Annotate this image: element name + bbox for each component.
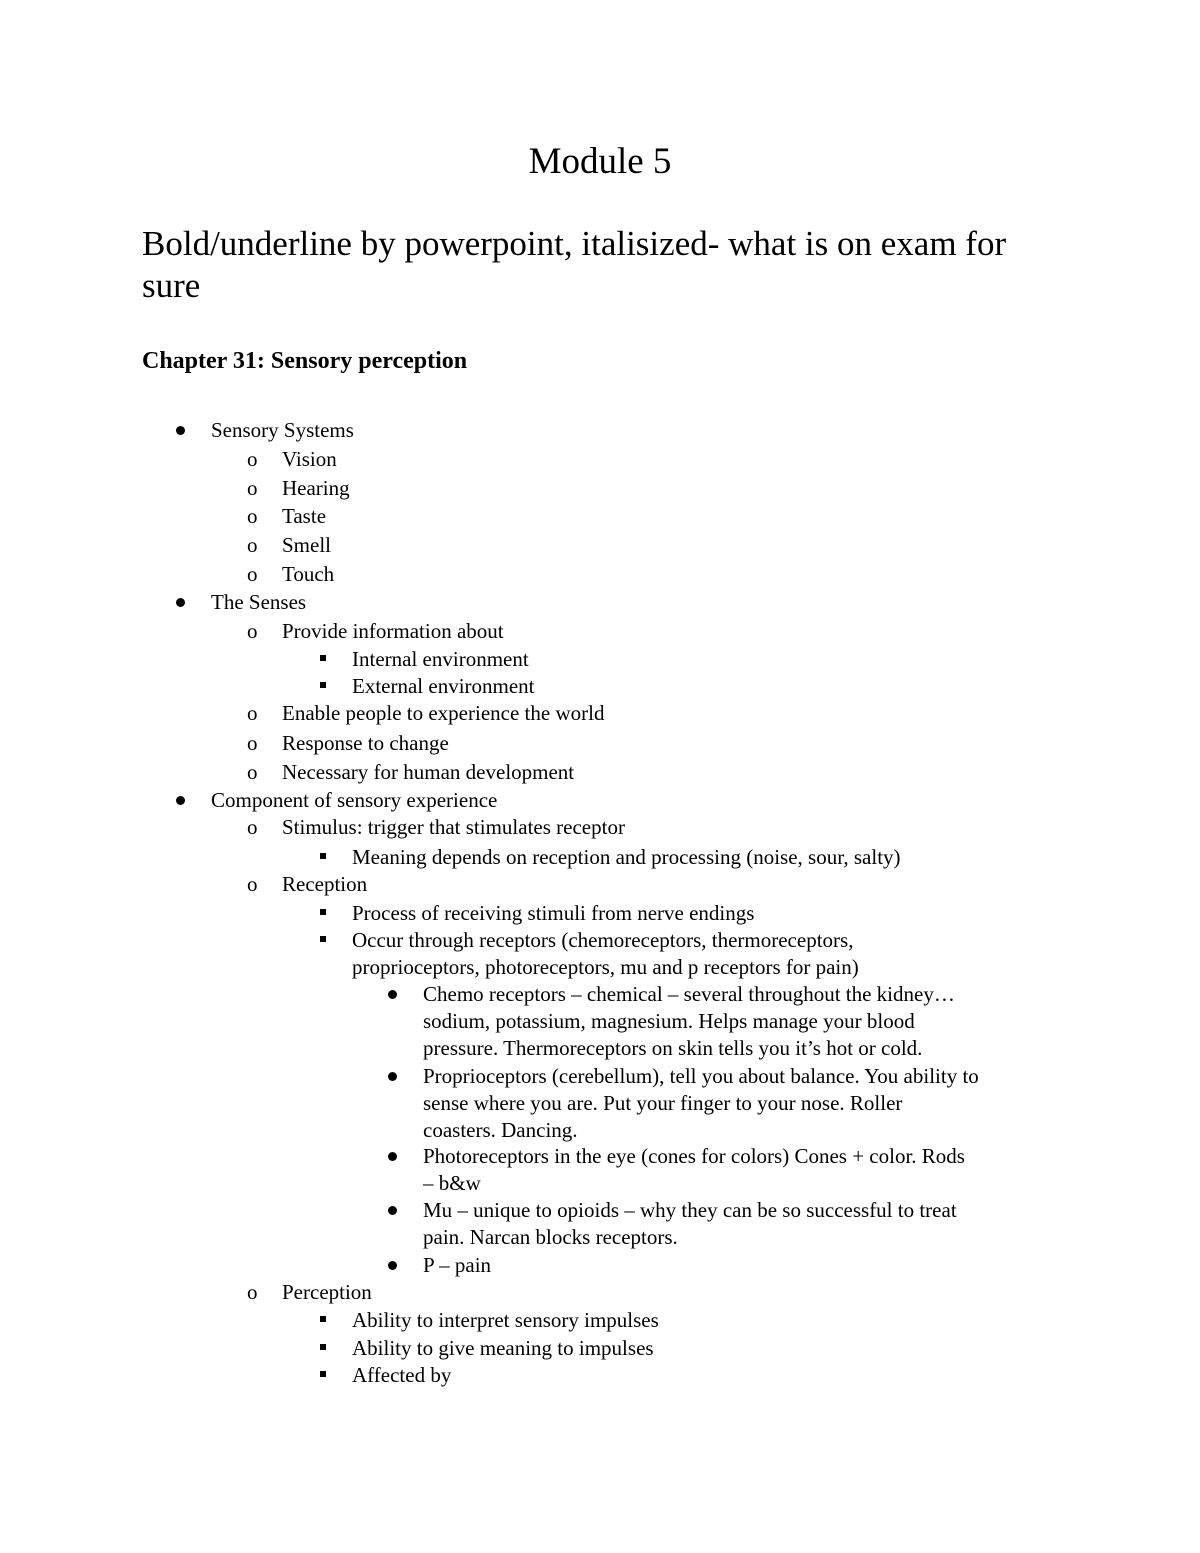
chapter-heading: Chapter 31: Sensory perception bbox=[142, 348, 468, 374]
list-item-text: sense where you are. Put your finger to your nose. Roller bbox=[423, 1091, 903, 1115]
list-item-text: Photoreceptors in the eye (cones for colors) Cones + color. Rods bbox=[423, 1144, 965, 1168]
bullet-square-icon bbox=[320, 1344, 326, 1350]
bullet-circle-icon: o bbox=[247, 504, 258, 528]
list-item-text: Meaning depends on reception and processing (noise, sour, salty) bbox=[352, 845, 901, 869]
list-item-text: Ability to interpret sensory impulses bbox=[352, 1308, 659, 1332]
list-item-text: Enable people to experience the world bbox=[282, 701, 605, 725]
bullet-dot-icon bbox=[388, 990, 397, 999]
list-item-text: Component of sensory experience bbox=[211, 788, 498, 812]
list-item-text: The Senses bbox=[211, 590, 307, 614]
list-item-text: Taste bbox=[282, 504, 327, 528]
bullet-circle-icon: o bbox=[247, 815, 258, 839]
bullet-square-icon bbox=[320, 853, 326, 859]
list-item-text: Vision bbox=[282, 447, 337, 471]
bullet-dot-icon bbox=[388, 1261, 397, 1270]
list-item-text: Process of receiving stimuli from nerve endings bbox=[352, 901, 755, 925]
list-item-text: External environment bbox=[352, 674, 535, 698]
bullet-circle-icon: o bbox=[247, 476, 258, 500]
list-item-text: Sensory Systems bbox=[211, 418, 354, 442]
list-item-text: Ability to give meaning to impulses bbox=[352, 1336, 654, 1360]
bullet-dot-icon bbox=[388, 1152, 397, 1161]
bullet-dot-icon bbox=[388, 1206, 397, 1215]
list-item-text: – b&w bbox=[423, 1171, 481, 1195]
page-title: Module 5 bbox=[528, 141, 672, 182]
bullet-square-icon bbox=[320, 909, 326, 915]
exam-note-line: sure bbox=[142, 266, 201, 305]
list-item-text: coasters. Dancing. bbox=[423, 1118, 578, 1142]
list-item-text: Touch bbox=[282, 562, 335, 586]
bullet-circle-icon: o bbox=[247, 760, 258, 784]
bullet-dot-icon bbox=[176, 426, 185, 435]
list-item-text: Response to change bbox=[282, 731, 449, 755]
bullet-circle-icon: o bbox=[247, 701, 258, 725]
bullet-circle-icon: o bbox=[247, 872, 258, 896]
list-item-text: Mu – unique to opioids – why they can be so successful to treat bbox=[423, 1198, 957, 1222]
list-item-text: sodium, potassium, magnesium. Helps manage your blood bbox=[423, 1009, 915, 1033]
bullet-square-icon bbox=[320, 936, 326, 942]
list-item-text: pain. Narcan blocks receptors. bbox=[423, 1225, 678, 1249]
list-item-text: Provide information about bbox=[282, 619, 504, 643]
bullet-dot-icon bbox=[176, 796, 185, 805]
list-item-text: Chemo receptors – chemical – several throughout the kidney… bbox=[423, 982, 955, 1006]
bullet-square-icon bbox=[320, 655, 326, 661]
list-item-text: pressure. Thermoreceptors on skin tells you it’s hot or cold. bbox=[423, 1036, 923, 1060]
bullet-circle-icon: o bbox=[247, 562, 258, 586]
list-item-text: Hearing bbox=[282, 476, 350, 500]
list-item-text: Internal environment bbox=[352, 647, 529, 671]
list-item-text: Smell bbox=[282, 533, 332, 557]
list-item-text: Affected by bbox=[352, 1363, 452, 1387]
bullet-square-icon bbox=[320, 1316, 326, 1322]
list-item-text: Reception bbox=[282, 872, 368, 896]
bullet-square-icon bbox=[320, 1371, 326, 1377]
list-item-text: proprioceptors, photoreceptors, mu and p receptors for pain) bbox=[352, 955, 859, 979]
bullet-circle-icon: o bbox=[247, 533, 258, 557]
list-item-text: Occur through receptors (chemoreceptors, thermoreceptors, bbox=[352, 928, 854, 952]
exam-note-line: Bold/underline by powerpoint, italisized- what is on exam for bbox=[142, 224, 1007, 263]
bullet-circle-icon: o bbox=[247, 447, 258, 471]
bullet-dot-icon bbox=[176, 598, 185, 607]
bullet-circle-icon: o bbox=[247, 1280, 258, 1304]
list-item-text: Proprioceptors (cerebellum), tell you about balance. You ability to bbox=[423, 1064, 979, 1088]
list-item-text: Stimulus: trigger that stimulates receptor bbox=[282, 815, 625, 839]
bullet-circle-icon: o bbox=[247, 619, 258, 643]
exam-note bbox=[142, 223, 1042, 307]
list-item-text: P – pain bbox=[423, 1253, 492, 1277]
bullet-square-icon bbox=[320, 682, 326, 688]
bullet-dot-icon bbox=[388, 1072, 397, 1081]
bullet-circle-icon: o bbox=[247, 731, 258, 755]
list-item-text: Perception bbox=[282, 1280, 372, 1304]
list-item-text: Necessary for human development bbox=[282, 760, 575, 784]
